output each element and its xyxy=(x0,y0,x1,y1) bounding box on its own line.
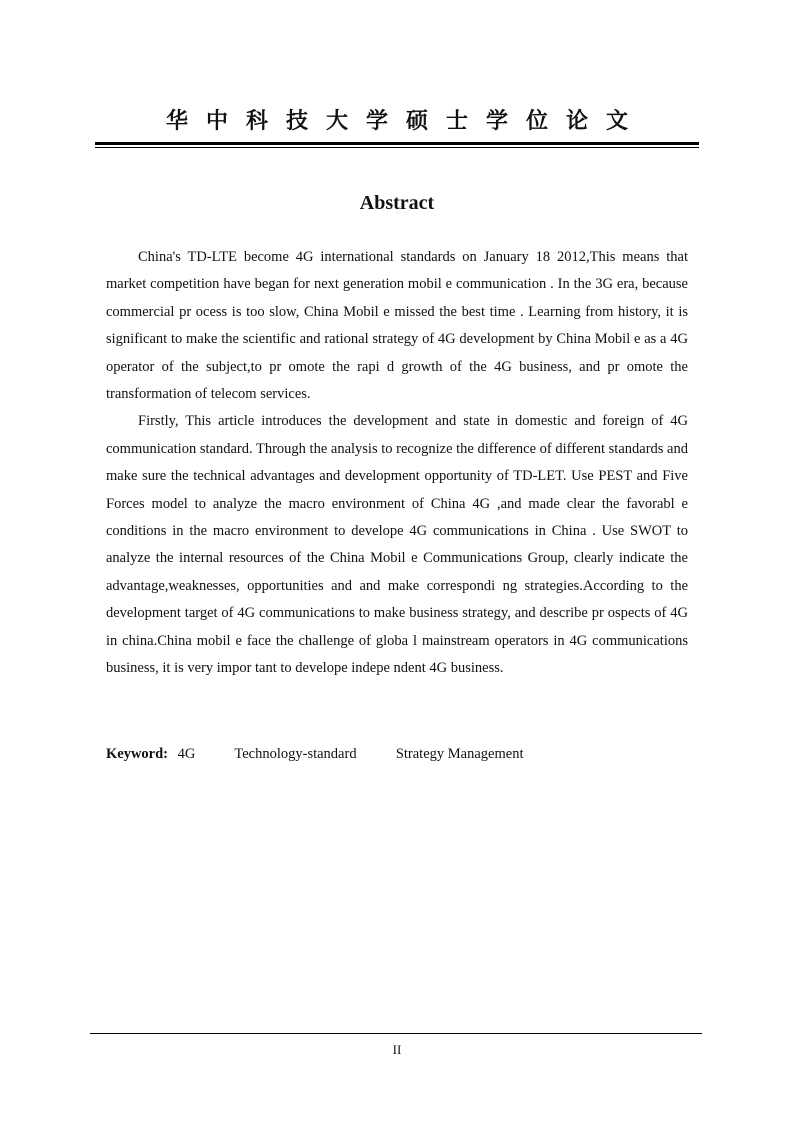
abstract-paragraph-1: China's TD-LTE become 4G international standards on January 18 2012,This means that market competition have began for next generation mobil e communication . In the 3G era, because commercial pr ocess is too slow, China Mobil e missed the best time . Learning from history, it is significant to make the scientific and rational strategy of 4G development by China Mobil e as a 4G operator of the subject,to pr omote the rapi d growth of the 4G business, and pr omote the transformation of telecom services. xyxy=(106,249,688,403)
footer-rule xyxy=(90,1033,702,1034)
keyword-item: Technology-standard xyxy=(234,746,357,762)
keyword-item: Strategy Management xyxy=(395,746,524,762)
header-rule-thin xyxy=(95,147,699,148)
header-rule-thick xyxy=(95,142,699,145)
abstract-heading: Abstract xyxy=(359,192,435,214)
abstract-paragraph-2: Firstly, This article introduces the development and state in domestic and foreign of 4G communication standard. Through the analysis to recognize the difference of different standards and make sure the technical advantages and development opportunity of TD-LET. Use PEST and Five Forces model to analyze the macro environment of China 4G ,and made clear the favorabl e conditions in the macro environment to develope 4G communications in China . Use SWOT to analyze the internal resources of the China Mobil e Communications Group, clearly indicate the advantage,weaknesses, opportunities and and make correspondi ng strategies.According to the development target of 4G communications to make business strategy, and describe pr ospects of 4G in china.China mobil e face the challenge of globa l mainstream operators in 4G communications business, it is very impor tant to develope indepe ndent 4G business. xyxy=(106,413,688,677)
keywords-line xyxy=(106,741,688,768)
keywords-label: Keyword: xyxy=(106,746,169,762)
page-number: II xyxy=(392,1042,402,1057)
keyword-item: 4G xyxy=(177,746,196,762)
thesis-header-title: 华中科技大学硕士学位论文 xyxy=(165,109,646,134)
abstract-body xyxy=(106,244,688,683)
